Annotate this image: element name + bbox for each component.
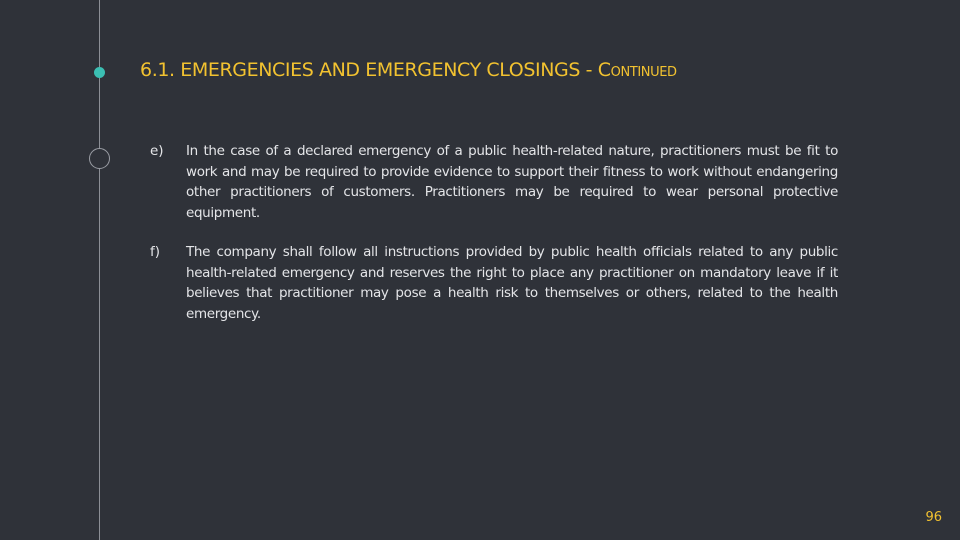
clause-list xyxy=(150,141,838,343)
list-item-label: e) xyxy=(150,143,164,159)
list-item xyxy=(150,141,838,223)
timeline-dot-hollow-icon xyxy=(89,148,110,169)
page-number: 96 xyxy=(925,510,942,525)
slide-title-suffix: Continued xyxy=(597,59,677,81)
list-item-text: The company shall follow all instructions provided by public health officials related to any public health-related emergency and reserves the right to place any practitioner on mandatory leave if it believes that practitioner may pose a health risk to themselves or others, related to the health emergency. xyxy=(186,244,838,322)
list-item xyxy=(150,242,838,324)
list-item-label: f) xyxy=(150,244,161,260)
slide-title-main: 6.1. EMERGENCIES AND EMERGENCY CLOSINGS - xyxy=(140,59,598,81)
timeline-dot-active-icon xyxy=(94,67,105,78)
slide-title xyxy=(140,59,677,81)
timeline-line xyxy=(99,0,100,540)
list-item-text: In the case of a declared emergency of a public health-related nature, practitioners must be fit to work and may be required to provide evidence to support their fitness to work without endangering other practitioners of customers. Practitioners may be required to wear personal protective equipment. xyxy=(186,143,838,221)
